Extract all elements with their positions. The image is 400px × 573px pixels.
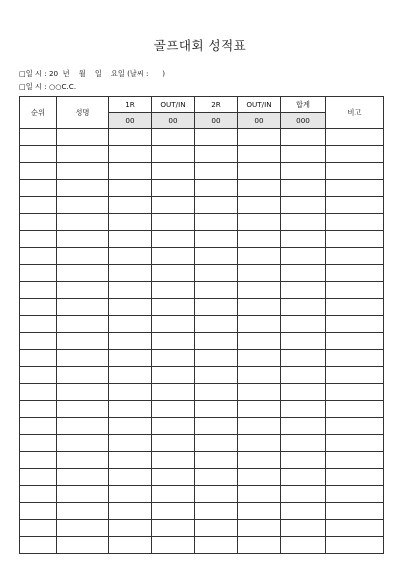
name-cell[interactable]: [57, 163, 109, 180]
name-cell[interactable]: [57, 401, 109, 418]
round2-cell[interactable]: [195, 248, 238, 265]
round2-cell[interactable]: [195, 197, 238, 214]
table-row: [20, 520, 384, 537]
table-row: [20, 180, 384, 197]
remarks-cell[interactable]: [326, 418, 384, 435]
name-cell[interactable]: [57, 537, 109, 554]
table-row: [20, 299, 384, 316]
name-cell[interactable]: [57, 503, 109, 520]
rank-cell[interactable]: [20, 418, 57, 435]
table-row: [20, 197, 384, 214]
out-in-1-cell[interactable]: [152, 146, 195, 163]
total-cell[interactable]: [281, 486, 326, 503]
out-in-2-cell[interactable]: [238, 129, 281, 146]
rank-cell[interactable]: [20, 452, 57, 469]
round1-cell[interactable]: [109, 265, 152, 282]
table-row: [20, 469, 384, 486]
out-in-1-cell[interactable]: [152, 469, 195, 486]
remarks-cell[interactable]: [326, 469, 384, 486]
name-cell[interactable]: [57, 520, 109, 537]
out-in-1-cell[interactable]: [152, 503, 195, 520]
round1-cell[interactable]: [109, 146, 152, 163]
total-cell[interactable]: [281, 146, 326, 163]
remarks-cell[interactable]: [326, 214, 384, 231]
round1-cell[interactable]: [109, 282, 152, 299]
name-cell[interactable]: [57, 452, 109, 469]
remarks-cell[interactable]: [326, 350, 384, 367]
total-cell[interactable]: [281, 180, 326, 197]
info-line-date: □일 시 : 20 년 월 일 요일 (날씨 : ): [19, 69, 165, 78]
out-in-1-cell[interactable]: [152, 299, 195, 316]
info-line-venue: □일 시 : ○○C.C.: [19, 82, 77, 91]
round1-cell[interactable]: [109, 163, 152, 180]
remarks-cell[interactable]: [326, 299, 384, 316]
out-in-1-cell[interactable]: [152, 486, 195, 503]
remarks-cell[interactable]: [326, 503, 384, 520]
remarks-cell[interactable]: [326, 129, 384, 146]
remarks-cell[interactable]: [326, 146, 384, 163]
round2-cell[interactable]: [195, 265, 238, 282]
round2-cell[interactable]: [195, 299, 238, 316]
round1-cell[interactable]: [109, 401, 152, 418]
total-cell[interactable]: [281, 248, 326, 265]
rank-cell[interactable]: [20, 350, 57, 367]
round2-cell[interactable]: [195, 401, 238, 418]
out-in-1-cell[interactable]: [152, 265, 195, 282]
round1-cell[interactable]: [109, 367, 152, 384]
out-in-1-cell[interactable]: [152, 418, 195, 435]
header-round2: 2R: [195, 97, 238, 113]
round2-cell[interactable]: [195, 384, 238, 401]
rank-cell[interactable]: [20, 299, 57, 316]
round1-cell[interactable]: [109, 231, 152, 248]
remarks-cell[interactable]: [326, 180, 384, 197]
remarks-cell[interactable]: [326, 231, 384, 248]
total-cell[interactable]: [281, 197, 326, 214]
remarks-cell[interactable]: [326, 248, 384, 265]
table-row: [20, 231, 384, 248]
subheader-round1: 00: [109, 113, 152, 129]
remarks-cell[interactable]: [326, 197, 384, 214]
subheader-total: 000: [281, 113, 326, 129]
table-row: [20, 333, 384, 350]
rank-cell[interactable]: [20, 401, 57, 418]
name-cell[interactable]: [57, 316, 109, 333]
round1-cell[interactable]: [109, 350, 152, 367]
rank-cell[interactable]: [20, 520, 57, 537]
round2-cell[interactable]: [195, 231, 238, 248]
total-cell[interactable]: [281, 384, 326, 401]
table-row: [20, 282, 384, 299]
header-out-in-2: OUT/IN: [238, 97, 281, 113]
out-in-1-cell[interactable]: [152, 282, 195, 299]
total-cell[interactable]: [281, 367, 326, 384]
total-cell[interactable]: [281, 452, 326, 469]
name-cell[interactable]: [57, 282, 109, 299]
round2-cell[interactable]: [195, 435, 238, 452]
rank-cell[interactable]: [20, 537, 57, 554]
total-cell[interactable]: [281, 401, 326, 418]
name-cell[interactable]: [57, 350, 109, 367]
out-in-1-cell[interactable]: [152, 129, 195, 146]
out-in-1-cell[interactable]: [152, 248, 195, 265]
name-cell[interactable]: [57, 384, 109, 401]
out-in-2-cell[interactable]: [238, 163, 281, 180]
name-cell[interactable]: [57, 367, 109, 384]
out-in-2-cell[interactable]: [238, 401, 281, 418]
out-in-2-cell[interactable]: [238, 248, 281, 265]
out-in-2-cell[interactable]: [238, 197, 281, 214]
table-row: [20, 214, 384, 231]
out-in-1-cell[interactable]: [152, 384, 195, 401]
out-in-2-cell[interactable]: [238, 469, 281, 486]
remarks-cell[interactable]: [326, 435, 384, 452]
score-table: [19, 96, 384, 554]
name-cell[interactable]: [57, 180, 109, 197]
out-in-1-cell[interactable]: [152, 333, 195, 350]
rank-cell[interactable]: [20, 367, 57, 384]
rank-cell[interactable]: [20, 469, 57, 486]
round2-cell[interactable]: [195, 350, 238, 367]
round1-cell[interactable]: [109, 435, 152, 452]
out-in-2-cell[interactable]: [238, 214, 281, 231]
out-in-1-cell[interactable]: [152, 197, 195, 214]
out-in-2-cell[interactable]: [238, 503, 281, 520]
out-in-2-cell[interactable]: [238, 367, 281, 384]
round1-cell[interactable]: [109, 486, 152, 503]
out-in-2-cell[interactable]: [238, 452, 281, 469]
name-cell[interactable]: [57, 469, 109, 486]
out-in-2-cell[interactable]: [238, 180, 281, 197]
round2-cell[interactable]: [195, 418, 238, 435]
remarks-cell[interactable]: [326, 367, 384, 384]
header-round1: 1R: [109, 97, 152, 113]
table-row: [20, 129, 384, 146]
total-cell[interactable]: [281, 231, 326, 248]
total-cell[interactable]: [281, 282, 326, 299]
remarks-cell[interactable]: [326, 384, 384, 401]
out-in-1-cell[interactable]: [152, 180, 195, 197]
out-in-2-cell[interactable]: [238, 265, 281, 282]
document-title: 골프대회 성적표: [153, 38, 247, 53]
rank-cell[interactable]: [20, 231, 57, 248]
table-row: [20, 265, 384, 282]
remarks-cell[interactable]: [326, 333, 384, 350]
header-name: 성명: [57, 97, 109, 129]
table-row: [20, 418, 384, 435]
round2-cell[interactable]: [195, 503, 238, 520]
round1-cell[interactable]: [109, 316, 152, 333]
out-in-2-cell[interactable]: [238, 282, 281, 299]
header-out-in-1: OUT/IN: [152, 97, 195, 113]
name-cell[interactable]: [57, 486, 109, 503]
out-in-2-cell[interactable]: [238, 435, 281, 452]
rank-cell[interactable]: [20, 384, 57, 401]
name-cell[interactable]: [57, 333, 109, 350]
round2-cell[interactable]: [195, 129, 238, 146]
rank-cell[interactable]: [20, 435, 57, 452]
rank-cell[interactable]: [20, 214, 57, 231]
round2-cell[interactable]: [195, 146, 238, 163]
round1-cell[interactable]: [109, 452, 152, 469]
table-row: [20, 384, 384, 401]
name-cell[interactable]: [57, 299, 109, 316]
round2-cell[interactable]: [195, 486, 238, 503]
round1-cell[interactable]: [109, 248, 152, 265]
subheader-round2: 00: [195, 113, 238, 129]
round1-cell[interactable]: [109, 384, 152, 401]
out-in-2-cell[interactable]: [238, 486, 281, 503]
remarks-cell[interactable]: [326, 316, 384, 333]
out-in-2-cell[interactable]: [238, 316, 281, 333]
table-row: [20, 350, 384, 367]
total-cell[interactable]: [281, 537, 326, 554]
round1-cell[interactable]: [109, 197, 152, 214]
table-row: [20, 248, 384, 265]
name-cell[interactable]: [57, 231, 109, 248]
round2-cell[interactable]: [195, 214, 238, 231]
header-remarks: 비고: [326, 97, 384, 129]
round2-cell[interactable]: [195, 520, 238, 537]
name-cell[interactable]: [57, 265, 109, 282]
total-cell[interactable]: [281, 503, 326, 520]
total-cell[interactable]: [281, 316, 326, 333]
total-cell[interactable]: [281, 129, 326, 146]
out-in-1-cell[interactable]: [152, 214, 195, 231]
remarks-cell[interactable]: [326, 265, 384, 282]
out-in-1-cell[interactable]: [152, 350, 195, 367]
name-cell[interactable]: [57, 435, 109, 452]
table-row: [20, 316, 384, 333]
table-row: [20, 435, 384, 452]
round1-cell[interactable]: [109, 299, 152, 316]
table-row: [20, 367, 384, 384]
rank-cell[interactable]: [20, 163, 57, 180]
round1-cell[interactable]: [109, 418, 152, 435]
subheader-out-in-2: 00: [238, 113, 281, 129]
out-in-1-cell[interactable]: [152, 367, 195, 384]
total-cell[interactable]: [281, 299, 326, 316]
out-in-1-cell[interactable]: [152, 316, 195, 333]
out-in-2-cell[interactable]: [238, 146, 281, 163]
rank-cell[interactable]: [20, 248, 57, 265]
out-in-2-cell[interactable]: [238, 299, 281, 316]
rank-cell[interactable]: [20, 265, 57, 282]
remarks-cell[interactable]: [326, 282, 384, 299]
total-cell[interactable]: [281, 418, 326, 435]
round2-cell[interactable]: [195, 367, 238, 384]
out-in-2-cell[interactable]: [238, 231, 281, 248]
name-cell[interactable]: [57, 418, 109, 435]
round2-cell[interactable]: [195, 469, 238, 486]
total-cell[interactable]: [281, 265, 326, 282]
table-row: [20, 163, 384, 180]
out-in-2-cell[interactable]: [238, 537, 281, 554]
round2-cell[interactable]: [195, 282, 238, 299]
table-row: [20, 401, 384, 418]
round1-cell[interactable]: [109, 129, 152, 146]
round2-cell[interactable]: [195, 452, 238, 469]
total-cell[interactable]: [281, 469, 326, 486]
rank-cell[interactable]: [20, 503, 57, 520]
remarks-cell[interactable]: [326, 486, 384, 503]
score-sheet: [19, 96, 383, 552]
out-in-2-cell[interactable]: [238, 384, 281, 401]
out-in-1-cell[interactable]: [152, 231, 195, 248]
round1-cell[interactable]: [109, 333, 152, 350]
round2-cell[interactable]: [195, 537, 238, 554]
round2-cell[interactable]: [195, 180, 238, 197]
name-cell[interactable]: [57, 214, 109, 231]
table-row: [20, 146, 384, 163]
remarks-cell[interactable]: [326, 163, 384, 180]
name-cell[interactable]: [57, 129, 109, 146]
header-rank: 순위: [20, 97, 57, 129]
rank-cell[interactable]: [20, 180, 57, 197]
out-in-2-cell[interactable]: [238, 333, 281, 350]
out-in-2-cell[interactable]: [238, 520, 281, 537]
round1-cell[interactable]: [109, 503, 152, 520]
out-in-2-cell[interactable]: [238, 418, 281, 435]
total-cell[interactable]: [281, 435, 326, 452]
total-cell[interactable]: [281, 333, 326, 350]
rank-cell[interactable]: [20, 146, 57, 163]
round1-cell[interactable]: [109, 537, 152, 554]
name-cell[interactable]: [57, 248, 109, 265]
table-row: [20, 503, 384, 520]
table-row: [20, 486, 384, 503]
round1-cell[interactable]: [109, 214, 152, 231]
round2-cell[interactable]: [195, 163, 238, 180]
rank-cell[interactable]: [20, 486, 57, 503]
round2-cell[interactable]: [195, 316, 238, 333]
rank-cell[interactable]: [20, 197, 57, 214]
rank-cell[interactable]: [20, 129, 57, 146]
total-cell[interactable]: [281, 163, 326, 180]
total-cell[interactable]: [281, 520, 326, 537]
table-row: [20, 537, 384, 554]
round1-cell[interactable]: [109, 469, 152, 486]
out-in-1-cell[interactable]: [152, 537, 195, 554]
name-cell[interactable]: [57, 197, 109, 214]
out-in-1-cell[interactable]: [152, 435, 195, 452]
rank-cell[interactable]: [20, 282, 57, 299]
round2-cell[interactable]: [195, 333, 238, 350]
out-in-1-cell[interactable]: [152, 520, 195, 537]
rank-cell[interactable]: [20, 333, 57, 350]
round1-cell[interactable]: [109, 520, 152, 537]
table-row: [20, 452, 384, 469]
round1-cell[interactable]: [109, 180, 152, 197]
total-cell[interactable]: [281, 214, 326, 231]
name-cell[interactable]: [57, 146, 109, 163]
header-total: 합계: [281, 97, 326, 113]
remarks-cell[interactable]: [326, 520, 384, 537]
remarks-cell[interactable]: [326, 452, 384, 469]
out-in-1-cell[interactable]: [152, 163, 195, 180]
score-table-body: [20, 129, 384, 554]
remarks-cell[interactable]: [326, 537, 384, 554]
out-in-1-cell[interactable]: [152, 401, 195, 418]
subheader-out-in-1: 00: [152, 113, 195, 129]
total-cell[interactable]: [281, 350, 326, 367]
remarks-cell[interactable]: [326, 401, 384, 418]
out-in-2-cell[interactable]: [238, 350, 281, 367]
out-in-1-cell[interactable]: [152, 452, 195, 469]
rank-cell[interactable]: [20, 316, 57, 333]
